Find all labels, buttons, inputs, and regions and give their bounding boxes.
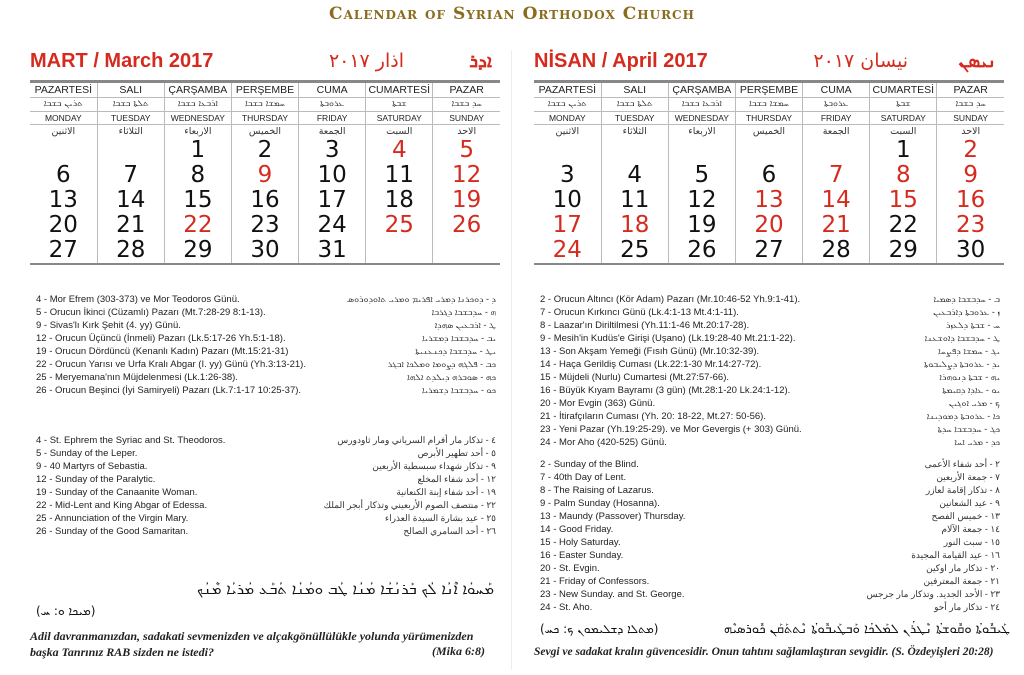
day-cell: 15 [870,188,937,213]
day-cell: 5 [433,138,500,163]
event-text-rtl: ١٣ - خميس الفصح [931,511,1000,521]
week-row [534,188,1004,213]
week-row [534,138,1004,163]
event-item [30,306,500,319]
month-label-arabic: اذار ٢٠١٧ [328,50,404,72]
event-item [534,523,1004,536]
event-text-rtl: ١٦ - عيد القيامة المجيدة [911,550,1000,560]
day-cell: 26 [668,238,735,263]
weekday-header: SUNDAY [433,111,500,124]
day-cell: 11 [601,188,668,213]
weekday-header: SALI [97,83,164,97]
day-cell: 6 [56,162,71,188]
event-item [30,434,500,447]
day-cell: 8 [870,163,937,188]
weekday-header: PERŞEMBE [231,83,298,97]
day-cell: 13 [735,188,802,213]
event-text: 4 - Mor Efrem (303-373) ve Mor Teodoros Günü. [36,294,240,305]
event-item [534,510,1004,523]
event-text: 14 - Haça Gerildiş Cuması (Lk.22:1-30 Mr.14:27-72). [540,359,762,370]
event-text: 25 - Meryemana'nın Müjdelenmesi (Lk.1:26-38). [36,372,238,383]
event-text-rtl: ܟܗ - ܣܘܒܪܗ ܕܝܠܕܬ ܐܠܗܐ [407,372,496,382]
day-cell: 14 [803,188,870,213]
event-text-rtl: ٤ - تذكار مار أفرام السرياني ومار ثاودورس [337,435,496,445]
weekday-header: ÇARŞAMBA [164,83,231,97]
day-cell: 11 [366,163,433,188]
day-cell: 9 [937,163,1004,188]
day-cell: 29 [870,238,937,263]
event-text: 4 - St. Ephrem the Syriac and St. Theodoros. [36,435,226,446]
event-text-rtl: ܟܕ - ܡܪܝ ܐܚܐ [954,437,1000,447]
empty-day-cell [668,138,735,163]
empty-day-cell [803,138,870,163]
event-item [30,525,500,538]
event-text-rtl: ܟ - ܡܪܝ ܐܘܓܝܢ [948,398,1000,408]
event-text: 5 - Orucun İkinci (Cüzamlı) Pazarı (Mt.7:28-29 8:1-13). [36,307,266,318]
event-item [534,293,1004,306]
event-text-rtl: ٩ - عيد الشعانين [939,498,1000,508]
event-text-rtl: ٢٠ - تذكار مار اوكين [926,563,1000,573]
day-cell: 21 [97,213,164,238]
april-calendar-grid [534,83,1004,263]
event-item [534,588,1004,601]
weekday-header: ܐܪܒܥܐ ܒܫܒܐ [164,97,231,111]
day-cell: 24 [299,213,366,238]
week-row [534,213,1004,238]
week-row [30,238,500,263]
event-text: 21 - İtirafçıların Cuması (Yh. 20: 18-22, Mt.27: 50-56). [540,411,766,422]
day-cell: 23 [937,213,1004,238]
april-verse-syriac-ref: (ܡܬܠܐ ܕܫܠܝܡܘܢ ܟ: ܟܚ) [540,622,659,636]
event-item [534,358,1004,371]
day-cell: 27 [735,238,802,263]
event-text-rtl: ١٢ - أحد شفاء المخلع [417,474,496,484]
day-cell: 25 [601,238,668,263]
day-cell: 3 [560,162,575,188]
event-text-rtl: ٥ - أحد تطهير الأبرص [417,448,496,458]
weekday-header: الاحد [433,124,500,138]
event-item [30,473,500,486]
day-cell: 17 [552,212,582,238]
weekday-header: FRIDAY [299,111,366,124]
calendar-title: Calendar of Syrian Orthodox Church [329,4,695,24]
day-cell: 29 [164,238,231,263]
weekday-header: TUESDAY [97,111,164,124]
event-text-rtl: ١٥ - سبت النور [943,537,1000,547]
month-label-syriac: ܐܕܪ [469,51,492,72]
event-text: 9 - Mesih'in Kudüs'e Girişi (Uşano) (Lk.19:28-40 Mt.21:1-22). [540,333,796,344]
event-item [30,512,500,525]
event-item [30,293,500,306]
day-cell: 22 [164,213,231,238]
event-text-rtl: ٨ - تذكار إقامة لعازر [925,485,1000,495]
weekday-header: ܬܠܬܐ ܒܫܒܐ [601,97,668,111]
weekday-header: ÇARŞAMBA [668,83,735,97]
event-text: 8 - Laazar'ın Diriltilmesi (Yh.11:1-46 Mt.20:17-28). [540,320,750,331]
weekday-header: الجمعة [803,124,870,138]
event-text-rtl: ܚ - ܫܒܬܐ ܕܠܥܙܪ [945,320,1000,330]
event-item [534,562,1004,575]
event-item [30,499,500,512]
event-item [30,384,500,397]
weekday-header: ܚܕ ܒܫܒܐ [433,97,500,111]
day-cell: 28 [803,238,870,263]
april-days [534,138,1004,263]
march-verse: Adil davranmanızdan, sadakati sevmenizden ve alçakgönüllülükle yolunda yürümenizden başka Tanrınız RAB sizden ne istedi? [30,629,474,659]
event-text-rtl: ٢٤ - تذكار مار أحو [934,602,1000,612]
weekday-header: PERŞEMBE [735,83,802,97]
weekday-header: CUMARTESİ [366,83,433,97]
april-page [534,50,1004,265]
event-text: 9 - Sivas'lı Kırk Şehit (4. yy) Günü. [36,320,181,331]
event-item [30,371,500,384]
weekday-header: الثلاثاء [601,124,668,138]
march-header [30,50,500,78]
event-item [534,484,1004,497]
week-row [30,163,500,188]
event-item [534,410,1004,423]
weekday-header: الاربعاء [164,124,231,138]
event-text-rtl: ܟܓ - ܚܕܒܫܒܐ ܚܕܬܐ [937,424,1000,434]
event-text: 15 - Müjdeli (Nurlu) Cumartesi (Mt.27:57-66). [540,372,730,383]
weekday-header: SUNDAY [937,111,1004,124]
weekday-header: WEDNESDAY [164,111,231,124]
day-cell: 16 [231,188,298,213]
event-text: 19 - Orucun Dördüncü (Kenanlı Kadın) Pazarı (Mt.15:21-31) [36,346,289,357]
april-events-english [534,458,1004,614]
event-item [534,397,1004,410]
weekday-row-turkish [534,83,1004,97]
event-text-rtl: ܟܒ - ܦܠܓܗ ܕܨܘܡܐ ܘܡܠܟܐ ܐܒܓܪ [387,359,496,369]
weekday-header: ܬܪܝܢ ܒܫܒܐ [547,99,587,109]
event-item [534,319,1004,332]
day-cell: 18 [601,213,668,238]
weekday-header: الاحد [937,124,1004,138]
weekday-header: PAZAR [937,83,1004,97]
event-text-rtl: ܕ - ܕܘܟܪܢܐ ܕܡܪܝ ܐܦܪܝܡ ܘܡܪܝ ܬܐܘܕܘܪܘܣ [347,294,496,304]
event-text: 20 - Mor Evgin (363) Günü. [540,398,656,409]
event-item [534,471,1004,484]
event-text: 24 - St. Aho. [540,602,593,613]
day-cell: 26 [433,213,500,238]
day-cell: 20 [735,213,802,238]
event-item [534,536,1004,549]
weekday-header: SATURDAY [870,111,937,124]
weekday-header: ܫܒܬܐ [366,97,433,111]
page-gutter [511,50,512,670]
event-text: 24 - Mor Aho (420-525) Günü. [540,437,667,448]
weekday-row-arabic [30,124,500,138]
weekday-row-english [534,111,1004,124]
event-item [534,601,1004,614]
day-cell: 22 [870,213,937,238]
day-cell: 31 [299,238,366,263]
weekday-header: FRIDAY [803,111,870,124]
weekday-header: PAZARTESİ [538,83,597,96]
event-item [534,458,1004,471]
march-events-turkish [30,293,500,397]
weekday-header: SATURDAY [366,111,433,124]
day-cell: 18 [366,188,433,213]
weekday-header: WEDNESDAY [668,111,735,124]
month-label-latin: MART / March 2017 [30,50,214,72]
day-cell: 10 [299,163,366,188]
day-cell: 24 [552,237,582,263]
weekday-header: MONDAY [44,112,82,123]
event-item [30,486,500,499]
march-page [30,50,500,265]
day-cell: 20 [48,212,78,238]
divider [30,263,500,265]
march-events-english [30,434,500,538]
event-text-rtl: ٧ - جمعة الأربعين [936,472,1000,482]
event-text-rtl: ܟܘ - ܚܕܒܫܒܐ ܕܫܡܪܝܐ [421,385,496,395]
week-row [30,188,500,213]
event-text: 12 - Orucun Üçüncü (İnmeli) Pazarı (Lk.5:17-26 Yh.5:1-18). [36,333,286,344]
event-text: 20 - St. Evgin. [540,563,600,574]
weekday-header: السبت [870,124,937,138]
week-row [30,213,500,238]
day-cell: 27 [48,237,78,263]
april-verse-ref: (S. Özdeyişleri 20:28) [891,646,994,658]
event-text: 15 - Holy Saturday. [540,537,621,548]
weekday-header: ܫܒܬܐ [870,97,937,111]
day-cell: 12 [433,163,500,188]
event-text: 13 - Son Akşam Yemeği (Fısıh Günü) (Mr.10:32-39). [540,346,760,357]
day-cell: 2 [231,138,298,163]
event-text-rtl: ٩ - تذكار شهداء سبسطية الأربعين [372,461,496,471]
weekday-header: MONDAY [548,112,586,123]
day-cell: 4 [366,138,433,163]
event-text-rtl: ܝܗ - ܫܒܬܐ ܕܢܘܗܪܐ [939,372,1000,382]
weekday-header: THURSDAY [231,111,298,124]
event-item [30,358,500,371]
event-text: 8 - The Raising of Lazarus. [540,485,654,496]
event-text: 16 - Büyük Kıyam Bayramı (3 gün) (Mt.28:1-20 Lk.24:1-12). [540,385,791,396]
event-text-rtl: ܝܘ - ܥܐܕܐ ܕܩܝܡܬܐ [942,385,1000,395]
weekday-row-syriac [534,97,1004,111]
day-cell: 16 [937,188,1004,213]
day-cell: 21 [803,213,870,238]
day-cell: 13 [48,187,78,213]
day-cell: 9 [231,163,298,188]
day-cell: 7 [803,163,870,188]
march-verse-ref: (Mika 6:8) [432,644,485,658]
event-text-rtl: ٢٣ - الأحد الجديد. وتذكار مار جرجس [866,589,1000,599]
day-cell: 2 [937,138,1004,163]
divider [534,263,1004,265]
event-text: 16 - Easter Sunday. [540,550,624,561]
weekday-header: الاثنين [51,125,76,137]
event-text-rtl: ܒ - ܚܕܒܫܒܐ ܕܣܡܝܐ [933,294,1000,304]
weekday-header: ܚܕ ܒܫܒܐ [937,97,1004,111]
event-text: 26 - Orucun Beşinci (İyi Samiryeli) Pazarı (Lk.7:1-17 10:25-37). [36,385,302,396]
day-cell: 25 [366,213,433,238]
event-item [534,497,1004,510]
weekday-header: ܚܡܫܐ ܒܫܒܐ [231,97,298,111]
weekday-header: PAZARTESİ [34,83,93,96]
april-events-turkish [534,293,1004,449]
day-cell: 6 [735,163,802,188]
weekday-header: السبت [366,124,433,138]
event-text-rtl: ܗ - ܚܕܒܫܒܐ ܕܓܪܒܐ [431,307,496,317]
april-verse-syriac: ܛܰܝܒܽܘܬܳܐ ܘܩܽܘܫܬܳܐ ܢܶܛܪܳܢ ܠܡܰܠܟܳܐ ܘܰܒܛܰܝܒܽܘܬܳܐ ܢܶܬܬܰܩܰܢ ܟܽܘܪܣܝܶܗ [723,622,1010,637]
event-text-rtl: ܙ - ܥܪܘܒܬܐ ܕܐܪܒܥܝܢ [933,307,1000,317]
weekday-row-english [30,111,500,124]
day-cell: 5 [668,163,735,188]
day-cell: 17 [299,188,366,213]
weekday-header: CUMARTESİ [870,83,937,97]
event-item [30,332,500,345]
event-text-rtl: ܛ - ܐܪܒܥܝܢ ܣܗܕܐ [434,320,496,330]
day-cell: 19 [433,188,500,213]
empty-day-cell [366,238,433,263]
weekday-header: PAZAR [433,83,500,97]
event-text-rtl: ١٩ - أحد شفاء إبنة الكنعانية [396,487,496,497]
week-row [534,163,1004,188]
empty-day-cell [534,138,601,163]
event-text-rtl: ܟܐ - ܥܪܘܒܬܐ ܕܡܘܕܝܢܐ [926,411,1000,421]
event-text-rtl: ܝܒ - ܚܕܒܫܒܐ ܕܡܫܪܝܐ [421,333,496,343]
day-cell: 30 [937,238,1004,263]
month-label-arabic: نيسان ٢٠١٧ [813,50,908,72]
day-cell: 12 [668,188,735,213]
event-text-rtl: ٢١ - جمعة المعترفين [923,576,1000,586]
event-text: 14 - Good Friday. [540,524,614,535]
event-item [534,332,1004,345]
day-cell: 15 [164,188,231,213]
weekday-header: الاربعاء [668,124,735,138]
event-text: 9 - Palm Sunday (Hosanna). [540,498,660,509]
empty-day-cell [30,138,97,163]
april-header [534,50,1004,78]
weekday-header: الثلاثاء [97,124,164,138]
event-text-rtl: ܛ - ܚܕܒܫܒܐ ܕܐܘܫܥܢܐ [924,333,1000,343]
event-text: 2 - Sunday of the Blind. [540,459,639,470]
event-text: 7 - 40th Day of Lent. [540,472,627,483]
day-cell: 1 [164,138,231,163]
event-item [534,371,1004,384]
event-item [30,345,500,358]
event-text: 23 - Yeni Pazar (Yh.19:25-29). ve Mor Gevergis (+ 303) Günü. [540,424,802,435]
day-cell: 7 [97,163,164,188]
event-item [534,549,1004,562]
event-item [534,306,1004,319]
weekday-header: SALI [601,83,668,97]
empty-day-cell [735,138,802,163]
weekday-header: ܬܠܬܐ ܒܫܒܐ [97,97,164,111]
event-text: 22 - Orucun Yarısı ve Urfa Kralı Abgar (I. yy) Günü (Yh.3:13-21). [36,359,306,370]
day-cell: 4 [601,163,668,188]
day-cell: 30 [231,238,298,263]
day-cell: 10 [552,187,582,213]
weekday-header: ܥܪܘܒܬܐ [299,97,366,111]
weekday-header: الاثنين [555,125,580,137]
day-cell: 14 [97,188,164,213]
day-cell: 28 [97,238,164,263]
april-verse [534,644,1020,660]
april-verse-text: Sevgi ve sadakat kralın güvencesidir. Onun tahtını sağlamlaştıran sevgidir. [534,646,889,658]
event-text: 7 - Orucun Kırkıncı Günü (Lk.4:1-13 Mt.4:1-11). [540,307,739,318]
weekday-header: TUESDAY [601,111,668,124]
event-item [534,423,1004,436]
weekday-header: ܐܪܒܥܐ ܒܫܒܐ [668,97,735,111]
week-row [534,238,1004,263]
weekday-header: الخميس [735,124,802,138]
empty-day-cell [601,138,668,163]
event-item [534,345,1004,358]
march-verse-syriac: ܡܰܚܘܳܐ ܐܶܢܳܐ ܠܳܟ ܒܰܪܢܳܫܳܐ ܡܳܢܳܐ ܛܳܒ ܘܡܳܢܳܐ ܬܳܒܰܥ ܡܳܪܝܳܐ ܡܶܢܳܟ [197,580,494,598]
event-text: 19 - Sunday of the Canaanite Woman. [36,487,198,498]
event-item [30,447,500,460]
weekday-header: ܬܪܝܢ ܒܫܒܐ [43,99,83,109]
weekday-header: ܥܪܘܒܬܐ [803,97,870,111]
march-days [30,138,500,263]
event-text: 21 - Friday of Confessors. [540,576,650,587]
day-cell: 8 [164,163,231,188]
weekday-row-syriac [30,97,500,111]
day-cell: 19 [668,213,735,238]
day-cell: 1 [870,138,937,163]
event-text-rtl: ٢ - أحد شفاء الأعمى [924,459,1000,469]
empty-day-cell [433,238,500,263]
weekday-row-arabic [534,124,1004,138]
day-cell: 23 [231,213,298,238]
weekday-header: الجمعة [299,124,366,138]
event-text-rtl: ܝܓ - ܚܡܫܐ ܕܦܨܚܐ [938,346,1000,356]
event-item [30,460,500,473]
month-label-syriac: ܢܝܣܢ [958,51,996,72]
event-text: 23 - New Sunday. and St. George. [540,589,685,600]
event-text-rtl: ٢٢ - منتصف الصوم الأربعيني وتذكار أبجر الملك [323,500,496,510]
weekday-header: الخميس [231,124,298,138]
march-verse-syriac-ref: (ܡܝܟܐ ܘ: ܚ) [36,604,96,618]
event-text: 12 - Sunday of the Paralytic. [36,474,156,485]
weekday-header: THURSDAY [735,111,802,124]
event-text-rtl: ١٤ - جمعة الآلام [941,524,1000,534]
month-label-latin: NİSAN / April 2017 [534,50,708,72]
weekday-row-turkish [30,83,500,97]
march-calendar-grid [30,83,500,263]
event-text: 5 - Sunday of the Leper. [36,448,138,459]
event-text: 2 - Orucun Altıncı (Kör Adam) Pazarı (Mr.10:46-52 Yh.9:1-41). [540,294,801,305]
event-text: 13 - Maundy (Passover) Thursday. [540,511,686,522]
weekday-header: ܚܡܫܐ ܒܫܒܐ [735,97,802,111]
event-text: 25 - Annunciation of the Virgin Mary. [36,513,189,524]
event-text: 9 - 40 Martyrs of Sebastia. [36,461,148,472]
weekday-header: CUMA [299,83,366,97]
event-item [30,319,500,332]
event-item [534,384,1004,397]
event-item [534,575,1004,588]
event-text-rtl: ٢٥ - عيد بشارة السيدة العذراء [384,513,496,523]
weekday-header: CUMA [803,83,870,97]
event-text-rtl: ٢٦ - أحد السامري الصالح [403,526,496,536]
event-text-rtl: ܝܕ - ܥܪܘܒܬܐ ܕܨܠܝܒܘܬܐ [923,359,1000,369]
empty-day-cell [97,138,164,163]
day-cell: 3 [299,138,366,163]
event-text: 26 - Sunday of the Good Samaritan. [36,526,189,537]
event-item [534,436,1004,449]
event-text: 22 - Mid-Lent and King Abgar of Edessa. [36,500,208,511]
week-row [30,138,500,163]
event-text-rtl: ܝܛ - ܚܕܒܫܒܐ ܕܟܢܥܢܝܬܐ [415,346,496,356]
